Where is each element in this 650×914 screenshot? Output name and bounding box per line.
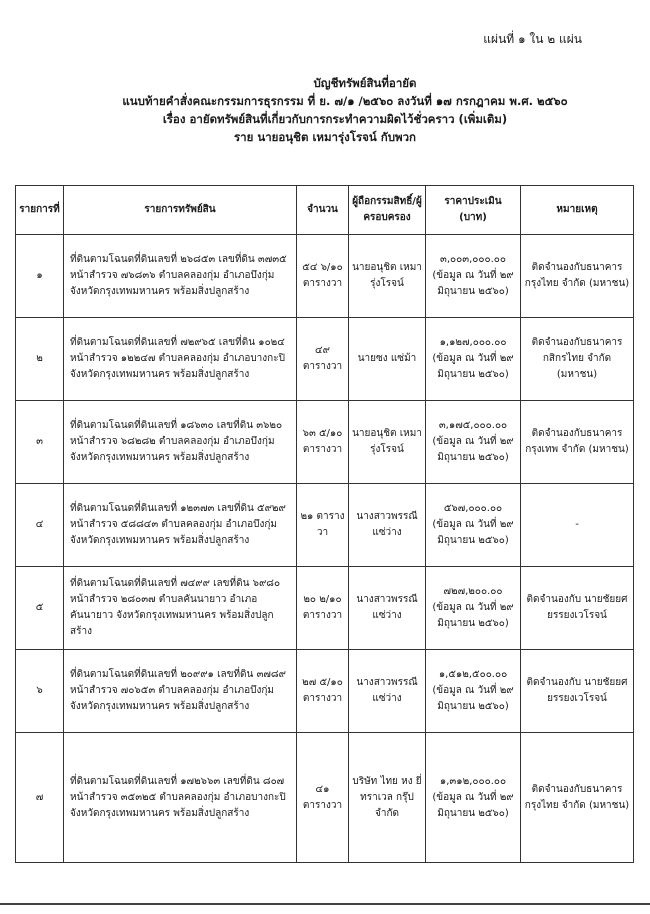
cell-owner: นายซง แซ่ม้า	[349, 318, 426, 401]
cell-price: ๑,๕๑๒,๕๐๐.๐๐ (ข้อมูล ณ วันที่ ๒๙ มิถุนายน ๒๕๖๐)	[426, 650, 521, 733]
cell-no: ๖	[16, 650, 64, 733]
cell-no: ๒	[16, 318, 64, 401]
cell-qty: ๕๔ ๖/๑๐ ตารางวา	[297, 235, 349, 318]
cell-asset: ที่ดินตามโฉนดที่ดินเลขที่ ๗๔๙๙ เลขที่ดิน ๖๙๘๐ หน้าสำรวจ ๒๘๐๓๗ ตำบลคันนายาว อำเภอคันนายาว จังหวัดกรุงเทพมหานคร พร้อมสิ่งปลูกสร้าง	[64, 567, 297, 650]
cell-note: ติดจำนองกับธนาคารกสิกรไทย จำกัด (มหาชน)	[521, 318, 634, 401]
cell-no: ๗	[16, 733, 64, 863]
cell-qty: ๔๙ ตารางวา	[297, 318, 349, 401]
document-title: บัญชีทรัพย์สินที่อายัด	[313, 76, 417, 90]
table-row	[16, 733, 634, 863]
cell-asset: ที่ดินตามโฉนดที่ดินเลขที่ ๒๐๙๙๑ เลขที่ดิน ๓๗๘๙ หน้าสำรวจ ๗๐๖๕๓ ตำบลคลองกุ่ม อำเภอบึงกุ่ม จังหวัดกรุงเทพมหานคร พร้อมสิ่งปลูกสร้าง	[64, 650, 297, 733]
cell-asset: ที่ดินตามโฉนดที่ดินเลขที่ ๑๘๖๓๐ เลขที่ดิน ๓๖๒๐ หน้าสำรวจ ๖๘๒๘๒ ตำบลคลองกุ่ม อำเภอบึงกุ่ม จังหวัดกรุงเทพมหานคร พร้อมสิ่งปลูกสร้าง	[64, 401, 297, 484]
cell-note: ติดจำนองกับ นายชัยยศ ยรรยงเวโรจน์	[521, 567, 634, 650]
cell-price: ๑,๑๒๗,๐๐๐.๐๐ (ข้อมูล ณ วันที่ ๒๙ มิถุนายน ๒๕๖๐)	[426, 318, 521, 401]
cell-no: ๕	[16, 567, 64, 650]
cell-owner: บริษัท ไทย หง ยี่ ทราเวล กรุ๊ป จำกัด	[349, 733, 426, 863]
table-row	[16, 650, 634, 733]
cell-price: ๗๒๗,๒๐๐.๐๐ (ข้อมูล ณ วันที่ ๒๙ มิถุนายน ๒๕๖๐)	[426, 567, 521, 650]
cell-owner: นายอนุชิต เหมารุ่งโรจน์	[349, 401, 426, 484]
cell-qty: ๔๑ ตารางวา	[297, 733, 349, 863]
cell-note: -	[521, 484, 634, 567]
table-row	[16, 318, 634, 401]
cell-owner: นายอนุชิต เหมารุ่งโรจน์	[349, 235, 426, 318]
cell-qty: ๒๑ ตารางวา	[297, 484, 349, 567]
cell-asset: ที่ดินตามโฉนดที่ดินเลขที่ ๗๒๙๖๕ เลขที่ดิน ๑๐๒๔ หน้าสำรวจ ๑๒๒๔๗ ตำบลคลองกุ่ม อำเภอบางกะปิ จังหวัดกรุงเทพมหานคร พร้อมสิ่งปลูกสร้าง	[64, 318, 297, 401]
col-header-qty: จำนวน	[297, 186, 349, 235]
cell-price: ๑,๓๑๒,๐๐๐.๐๐ (ข้อมูล ณ วันที่ ๒๙ มิถุนายน ๒๕๖๐)	[426, 733, 521, 863]
cell-note: ติดจำนองกับธนาคารกรุงไทย จำกัด (มหาชน)	[521, 235, 634, 318]
table-row	[16, 401, 634, 484]
cell-no: ๓	[16, 401, 64, 484]
cell-qty: ๒๐ ๒/๑๐ ตารางวา	[297, 567, 349, 650]
col-header-price: ราคาประเมิน (บาท)	[426, 186, 521, 235]
page-bottom-rule	[0, 903, 650, 905]
table-header-row	[16, 186, 634, 235]
asset-table	[15, 185, 634, 863]
col-header-owner: ผู้ถือกรรมสิทธิ์/ผู้ครอบครอง	[349, 186, 426, 235]
cell-price: ๓,๑๗๕,๐๐๐.๐๐ (ข้อมูล ณ วันที่ ๒๙ มิถุนายน ๒๕๖๐)	[426, 401, 521, 484]
cell-qty: ๒๗ ๕/๑๐ ตารางวา	[297, 650, 349, 733]
order-reference: แนบท้ายคำสั่งคณะกรรมการธุรกรรม ที่ ย. ๗/๑ /๒๕๖๐ ลงวันที่ ๑๗ กรกฎาคม พ.ศ. ๒๕๖๐	[122, 94, 568, 108]
col-header-asset: รายการทรัพย์สิน	[64, 186, 297, 235]
cell-no: ๔	[16, 484, 64, 567]
table-row	[16, 235, 634, 318]
cell-price: ๕๖๗,๐๐๐.๐๐ (ข้อมูล ณ วันที่ ๒๙ มิถุนายน ๒๕๖๐)	[426, 484, 521, 567]
cell-owner: นางสาวพรรณี แซ่ว่าง	[349, 484, 426, 567]
cell-owner: นางสาวพรรณี แซ่ว่าง	[349, 650, 426, 733]
col-header-note: หมายเหตุ	[521, 186, 634, 235]
subject-line: เรื่อง อายัดทรัพย์สินที่เกี่ยวกับการกระทำความผิดไว้ชั่วคราว (เพิ่มเติม)	[162, 112, 508, 126]
cell-asset: ที่ดินตามโฉนดที่ดินเลขที่ ๑๒๓๗๓ เลขที่ดิน ๕๙๒๙ หน้าสำรวจ ๕๘๘๔๓ ตำบลคลองกุ่ม อำเภอบึงกุ่ม จังหวัดกรุงเทพมหานคร พร้อมสิ่งปลูกสร้าง	[64, 484, 297, 567]
person-line: ราย นายอนุชิต เหมารุ่งโรจน์ กับพวก	[233, 130, 417, 144]
page-indicator: แผ่นที่ ๑ ใน ๒ แผ่น	[483, 32, 582, 46]
cell-no: ๑	[16, 235, 64, 318]
table-row	[16, 484, 634, 567]
cell-note: ติดจำนองกับ นายชัยยศ ยรรยงเวโรจน์	[521, 650, 634, 733]
cell-qty: ๖๓ ๕/๑๐ ตารางวา	[297, 401, 349, 484]
cell-asset: ที่ดินตามโฉนดที่ดินเลขที่ ๑๗๒๖๖๓ เลขที่ดิน ๘๐๗ หน้าสำรวจ ๓๕๓๒๕ ตำบลคลองกุ่ม อำเภอบางกะปิ จังหวัดกรุงเทพมหานคร พร้อมสิ่งปลูกสร้าง	[64, 733, 297, 863]
cell-asset: ที่ดินตามโฉนดที่ดินเลขที่ ๒๖๘๕๓ เลขที่ดิน ๓๗๓๕ หน้าสำรวจ ๗๖๘๓๖ ตำบลคลองกุ่ม อำเภอบึงกุ่ม จังหวัดกรุงเทพมหานคร พร้อมสิ่งปลูกสร้าง	[64, 235, 297, 318]
cell-note: ติดจำนองกับธนาคารกรุงไทย จำกัด (มหาชน)	[521, 733, 634, 863]
col-header-no: รายการที่	[16, 186, 64, 235]
table-row	[16, 567, 634, 650]
cell-owner: นางสาวพรรณี แซ่ว่าง	[349, 567, 426, 650]
cell-note: ติดจำนองกับธนาคารกรุงเทพ จำกัด (มหาชน)	[521, 401, 634, 484]
cell-price: ๓,๐๐๓,๐๐๐.๐๐ (ข้อมูล ณ วันที่ ๒๙ มิถุนายน ๒๕๖๐)	[426, 235, 521, 318]
